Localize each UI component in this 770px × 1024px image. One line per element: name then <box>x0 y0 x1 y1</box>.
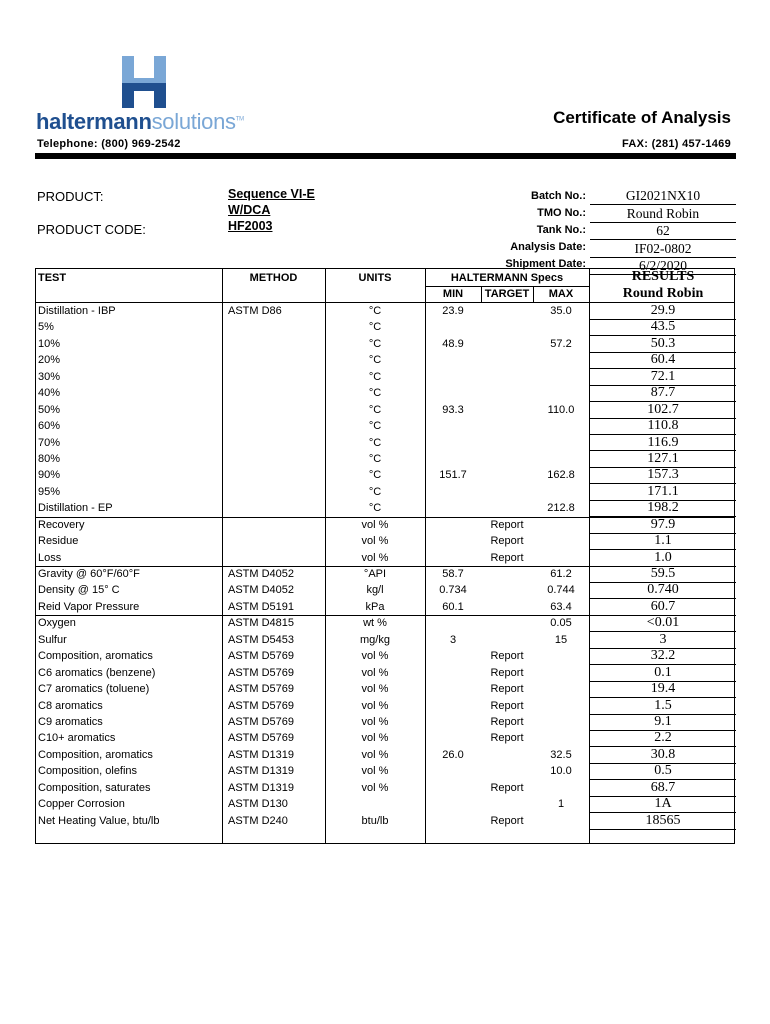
test-result: 102.7 <box>647 401 679 417</box>
batch-label: Batch No.: <box>531 190 586 202</box>
product-subname: W/DCA <box>228 203 271 217</box>
spec-max <box>533 714 589 730</box>
test-name: 20% <box>38 354 61 367</box>
test-name: 90% <box>38 469 61 482</box>
test-units: °C <box>368 337 382 350</box>
spec-target: Report <box>490 650 524 663</box>
test-method: ASTM D1319 <box>228 748 295 761</box>
test-units: °C <box>368 321 382 334</box>
header-results: RESULTS <box>631 269 695 284</box>
spec-min <box>425 615 481 631</box>
spec-min <box>425 369 481 385</box>
spec-min: 48.9 <box>442 337 464 350</box>
header-target: TARGET <box>484 288 530 300</box>
test-name: Copper Corrosion <box>38 798 125 811</box>
test-name: 50% <box>38 403 61 416</box>
spec-target: Report <box>490 699 524 712</box>
header-units: UNITS <box>358 272 392 284</box>
test-units: vol % <box>361 781 389 794</box>
batch-labels <box>505 188 586 273</box>
spec-min <box>425 648 481 664</box>
header-method: METHOD <box>249 272 298 284</box>
test-units: vol % <box>361 716 389 728</box>
test-result: 32.2 <box>650 648 676 664</box>
spec-max: 1 <box>557 798 565 811</box>
analysis-date-value: IF02-0802 <box>590 241 736 258</box>
batch-values <box>590 188 736 276</box>
test-units: °C <box>368 370 382 383</box>
test-name: Reid Vapor Pressure <box>38 600 140 613</box>
test-units: vol % <box>361 535 389 548</box>
test-units: btu/lb <box>361 814 389 827</box>
test-units: °C <box>368 485 382 498</box>
spec-max: 162.8 <box>547 469 575 482</box>
test-units: °C <box>368 420 382 433</box>
test-units: °C <box>368 469 382 482</box>
spec-target <box>481 319 533 335</box>
spec-target <box>481 336 533 352</box>
header-results-sub: Round Robin <box>622 286 704 301</box>
test-result: 97.9 <box>650 516 676 532</box>
document-title: Certificate of Analysis <box>553 108 731 127</box>
spec-max <box>533 648 589 664</box>
test-method: ASTM D5769 <box>228 716 295 728</box>
spec-target: Report <box>490 518 524 531</box>
test-result: 110.8 <box>647 418 679 434</box>
test-name: 95% <box>38 485 61 498</box>
spec-target <box>481 566 533 582</box>
spec-min: 0.734 <box>439 584 467 597</box>
spec-min <box>425 681 481 697</box>
test-units: vol % <box>361 765 389 778</box>
product-name: Sequence VI-E <box>228 187 315 201</box>
spec-target <box>481 599 533 615</box>
test-units: °API <box>363 568 387 581</box>
brand-wordmark: haltermannsolutions™ <box>36 109 244 134</box>
test-units: kg/l <box>366 584 384 597</box>
test-method: ASTM D5769 <box>228 650 295 663</box>
test-name: Net Heating Value, btu/lb <box>38 814 160 827</box>
group-divider <box>35 615 735 616</box>
spec-target <box>481 747 533 763</box>
header-divider <box>35 153 736 159</box>
spec-min: 58.7 <box>442 568 464 581</box>
spec-min <box>425 418 481 434</box>
spec-target <box>481 763 533 779</box>
shipment-date-label: Shipment Date: <box>505 258 586 270</box>
spec-max: 61.2 <box>550 568 572 581</box>
spec-min <box>425 698 481 714</box>
spec-max <box>533 780 589 796</box>
spec-target <box>481 303 533 319</box>
spec-target <box>481 615 533 631</box>
header-max: MAX <box>548 288 574 300</box>
test-result: 3 <box>659 631 667 647</box>
test-units: kPa <box>365 600 385 613</box>
spec-target: Report <box>490 781 524 794</box>
test-result: 1.5 <box>654 697 672 713</box>
spec-target <box>481 352 533 368</box>
test-result: 50.3 <box>650 335 676 351</box>
test-name: 40% <box>38 387 61 400</box>
test-name: Composition, aromatics <box>38 650 153 663</box>
spec-min <box>425 435 481 451</box>
spec-max <box>533 319 589 335</box>
spec-target <box>481 582 533 598</box>
spec-target <box>481 796 533 812</box>
test-result: 0.5 <box>654 763 672 779</box>
test-name: 60% <box>38 420 61 433</box>
test-name: Distillation - EP <box>38 502 113 515</box>
spec-min: 26.0 <box>442 748 464 761</box>
spec-max: 35.0 <box>550 305 572 317</box>
test-result: 60.7 <box>650 598 676 614</box>
test-name: 80% <box>38 452 61 465</box>
test-name: 5% <box>38 321 54 334</box>
spec-max <box>533 517 589 533</box>
spec-max: 10.0 <box>550 765 572 778</box>
spec-min <box>425 813 481 829</box>
group-divider <box>35 566 735 567</box>
test-units: vol % <box>361 699 389 712</box>
spec-min: 60.1 <box>442 600 464 613</box>
test-name: 30% <box>38 370 61 383</box>
test-method: ASTM D5769 <box>228 732 295 745</box>
test-units: vol % <box>361 666 389 679</box>
test-name: C10+ aromatics <box>38 732 116 745</box>
test-units <box>325 796 425 812</box>
test-units: wt % <box>363 617 387 630</box>
spec-max: 32.5 <box>550 748 572 761</box>
tmo-value: Round Robin <box>590 206 736 223</box>
test-method: ASTM D130 <box>228 798 288 811</box>
spec-min <box>425 763 481 779</box>
tank-value: 62 <box>590 223 736 240</box>
test-units: °C <box>368 403 382 416</box>
spec-target <box>481 402 533 418</box>
spec-target <box>481 435 533 451</box>
test-units: °C <box>368 387 382 400</box>
test-name: Sulfur <box>38 633 67 646</box>
spec-min <box>425 796 481 812</box>
test-name: Oxygen <box>38 617 76 630</box>
test-result: 43.5 <box>650 319 676 335</box>
test-units: vol % <box>361 551 389 564</box>
spec-target <box>481 451 533 467</box>
spec-target <box>481 484 533 500</box>
test-result: 171.1 <box>647 483 679 499</box>
product-code-label: PRODUCT CODE: <box>37 222 146 237</box>
test-result: 68.7 <box>650 779 676 795</box>
test-result: 30.8 <box>650 746 676 762</box>
test-name: Density @ 15° C <box>38 584 120 597</box>
spec-min <box>425 500 481 516</box>
test-units: °C <box>368 354 382 367</box>
spec-target: Report <box>490 732 524 745</box>
telephone: Telephone: (800) 969-2542 <box>37 138 181 150</box>
test-name: Loss <box>38 551 62 564</box>
test-result: 1A <box>654 796 672 812</box>
test-units: °C <box>368 436 382 449</box>
group-divider <box>35 517 735 518</box>
spec-max <box>533 698 589 714</box>
spec-max <box>533 352 589 368</box>
test-result: 127.1 <box>647 450 679 466</box>
test-method: ASTM D4815 <box>228 617 295 630</box>
test-units: vol % <box>361 732 389 745</box>
test-method: ASTM D4052 <box>228 568 295 581</box>
spec-min <box>425 352 481 368</box>
spec-max: 0.744 <box>547 584 575 597</box>
spec-target <box>481 418 533 434</box>
test-units: °C <box>368 452 382 465</box>
spec-max <box>533 533 589 549</box>
test-method: ASTM D5769 <box>228 666 295 679</box>
spec-max <box>533 681 589 697</box>
spec-max: 15 <box>554 633 568 646</box>
spec-min <box>425 319 481 335</box>
spec-min <box>425 550 481 566</box>
test-method: ASTM D1319 <box>228 765 295 778</box>
test-result: 72.1 <box>650 368 676 384</box>
test-name: Composition, aromatics <box>38 748 153 761</box>
test-result: 9.1 <box>654 714 672 729</box>
test-name: Composition, olefins <box>38 765 138 778</box>
test-units: °C <box>368 502 382 515</box>
spec-target: Report <box>490 814 524 827</box>
test-result: 157.3 <box>647 467 679 483</box>
test-name: Residue <box>38 535 79 548</box>
test-result: 0.1 <box>654 664 672 680</box>
test-result: 29.9 <box>650 303 676 318</box>
test-name: Recovery <box>38 518 85 531</box>
product-code: HF2003 <box>228 219 273 233</box>
analysis-date-label: Analysis Date: <box>510 241 586 253</box>
spec-max <box>533 813 589 829</box>
spec-min: 23.9 <box>442 305 464 317</box>
test-result: 59.5 <box>650 566 676 582</box>
header-test: TEST <box>38 272 67 284</box>
test-method: ASTM D5769 <box>228 683 295 696</box>
spec-target <box>481 385 533 401</box>
test-result: 0.740 <box>647 582 679 598</box>
test-name: 10% <box>38 337 61 350</box>
spec-min: 151.7 <box>439 469 467 482</box>
test-result: 2.2 <box>654 730 672 746</box>
test-result: 19.4 <box>650 681 676 697</box>
test-name: Gravity @ 60°F/60°F <box>38 568 140 581</box>
spec-max <box>533 418 589 434</box>
spec-max <box>533 369 589 385</box>
test-units: vol % <box>361 518 389 531</box>
spec-max <box>533 385 589 401</box>
spec-min <box>425 665 481 681</box>
spec-max: 0.05 <box>550 617 572 630</box>
test-name: Composition, saturates <box>38 781 151 794</box>
test-units: vol % <box>361 683 389 696</box>
spec-max: 57.2 <box>550 337 572 350</box>
spec-target: Report <box>490 666 524 679</box>
test-result: 1.1 <box>654 533 672 549</box>
spec-target: Report <box>490 535 524 548</box>
spec-max: 63.4 <box>550 600 572 613</box>
spec-min <box>425 484 481 500</box>
test-name: C9 aromatics <box>38 716 103 728</box>
spec-min <box>425 451 481 467</box>
spec-min <box>425 714 481 730</box>
test-units: vol % <box>361 748 389 761</box>
test-units: vol % <box>361 650 389 663</box>
tmo-label: TMO No.: <box>537 207 586 219</box>
test-result: 116.9 <box>647 434 679 450</box>
header-min: MIN <box>442 288 464 300</box>
spec-max <box>533 435 589 451</box>
test-result: <0.01 <box>646 615 680 631</box>
spec-target: Report <box>490 716 524 728</box>
spec-max <box>533 665 589 681</box>
spec-min <box>425 533 481 549</box>
test-name: 70% <box>38 436 61 449</box>
tank-label: Tank No.: <box>536 224 586 236</box>
test-method: ASTM D5191 <box>228 600 295 613</box>
spec-max <box>533 451 589 467</box>
test-result: 1.0 <box>654 549 672 565</box>
spec-max: 110.0 <box>547 403 575 416</box>
test-method: ASTM D1319 <box>228 781 295 794</box>
batch-value: GI2021NX10 <box>590 188 736 205</box>
test-result: 198.2 <box>647 500 679 516</box>
test-result: 60.4 <box>650 352 676 368</box>
spec-target <box>481 632 533 648</box>
product-label: PRODUCT: <box>37 189 104 204</box>
spec-target <box>481 500 533 516</box>
spec-target: Report <box>490 683 524 696</box>
test-method: ASTM D86 <box>228 305 282 317</box>
header-specs: HALTERMANN Specs <box>450 272 564 284</box>
test-name: Distillation - IBP <box>38 305 116 317</box>
spec-min <box>425 730 481 746</box>
spec-max: 212.8 <box>547 502 575 515</box>
test-units: mg/kg <box>360 633 390 646</box>
spec-min: 3 <box>449 633 457 646</box>
test-method: ASTM D5769 <box>228 699 295 712</box>
spec-target <box>481 467 533 483</box>
spec-target: Report <box>490 551 524 564</box>
spec-min: 93.3 <box>442 403 464 416</box>
spec-target <box>481 369 533 385</box>
spec-max <box>533 550 589 566</box>
test-method: ASTM D240 <box>228 814 288 827</box>
shipment-date-value: 6/2/2020 <box>590 258 736 275</box>
test-result: 87.7 <box>650 385 676 401</box>
spec-max <box>533 730 589 746</box>
spec-min <box>425 517 481 533</box>
product-values <box>228 186 315 234</box>
spec-max <box>533 484 589 500</box>
fax: FAX: (281) 457-1469 <box>621 138 731 150</box>
test-name: C7 aromatics (toluene) <box>38 683 150 696</box>
test-method: ASTM D5453 <box>228 633 295 646</box>
spec-min <box>425 385 481 401</box>
spec-min <box>425 780 481 796</box>
test-name: C8 aromatics <box>38 699 103 712</box>
test-units: °C <box>368 305 382 317</box>
col-divider <box>222 268 223 844</box>
h-logo-icon <box>122 56 166 108</box>
test-name: C6 aromatics (benzene) <box>38 666 156 679</box>
test-method: ASTM D4052 <box>228 584 295 597</box>
test-result: 18565 <box>645 812 681 828</box>
result-underline <box>590 829 736 830</box>
